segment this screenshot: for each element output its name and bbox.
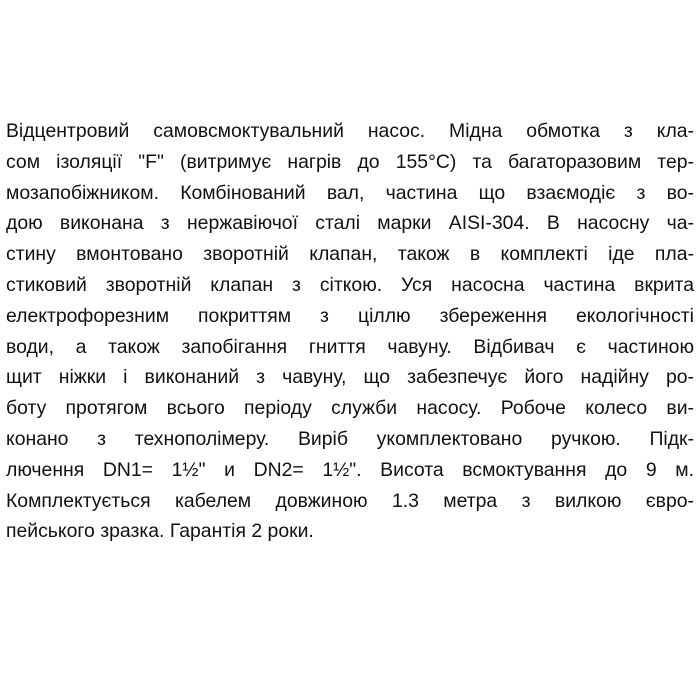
product-description bbox=[6, 116, 694, 547]
description-line-6: стиковий зворотній клапан з сіткою. Уся насосна частина вкрита bbox=[6, 273, 694, 296]
description-line-2: сом ізоляції "F" (витримує нагрів до 155°С) та багаторазовим тер- bbox=[6, 150, 694, 173]
description-line-14: пейського зразка. Гарантія 2 роки. bbox=[6, 520, 314, 543]
description-line-13: Комплектується кабелем довжиною 1.3 метра з вилкою євро- bbox=[6, 489, 694, 512]
description-line-1: Відцентровий самовсмоктувальний насос. Мідна обмотка з кла- bbox=[6, 120, 694, 142]
description-line-10: боту протягом всього періоду служби насосу. Робоче колесо ви- bbox=[6, 397, 694, 420]
description-line-12: лючення DN1= 1½" и DN2= 1½". Висота всмоктування до 9 м. bbox=[6, 458, 694, 481]
description-line-9: щит ніжки і виконаний з чавуну, що забезпечує його надійну ро- bbox=[6, 366, 694, 389]
description-line-3: мозапобіжником. Комбінований вал, частина що взаємодіє з во- bbox=[6, 181, 694, 204]
description-line-8: води, а також запобігання гниття чавуну. Відбивач є частиною bbox=[6, 335, 694, 358]
description-line-5: стину вмонтовано зворотній клапан, також в комплекті іде пла- bbox=[6, 243, 694, 266]
description-line-4: дою виконана з нержавіючої сталі марки AISI-304. В насосну ча- bbox=[6, 212, 694, 235]
description-line-11: конано з технополімеру. Виріб укомплектовано ручкою. Підк- bbox=[6, 427, 694, 450]
description-line-7: електрофорезним покриттям з ціллю збереження екологічності bbox=[6, 304, 694, 327]
